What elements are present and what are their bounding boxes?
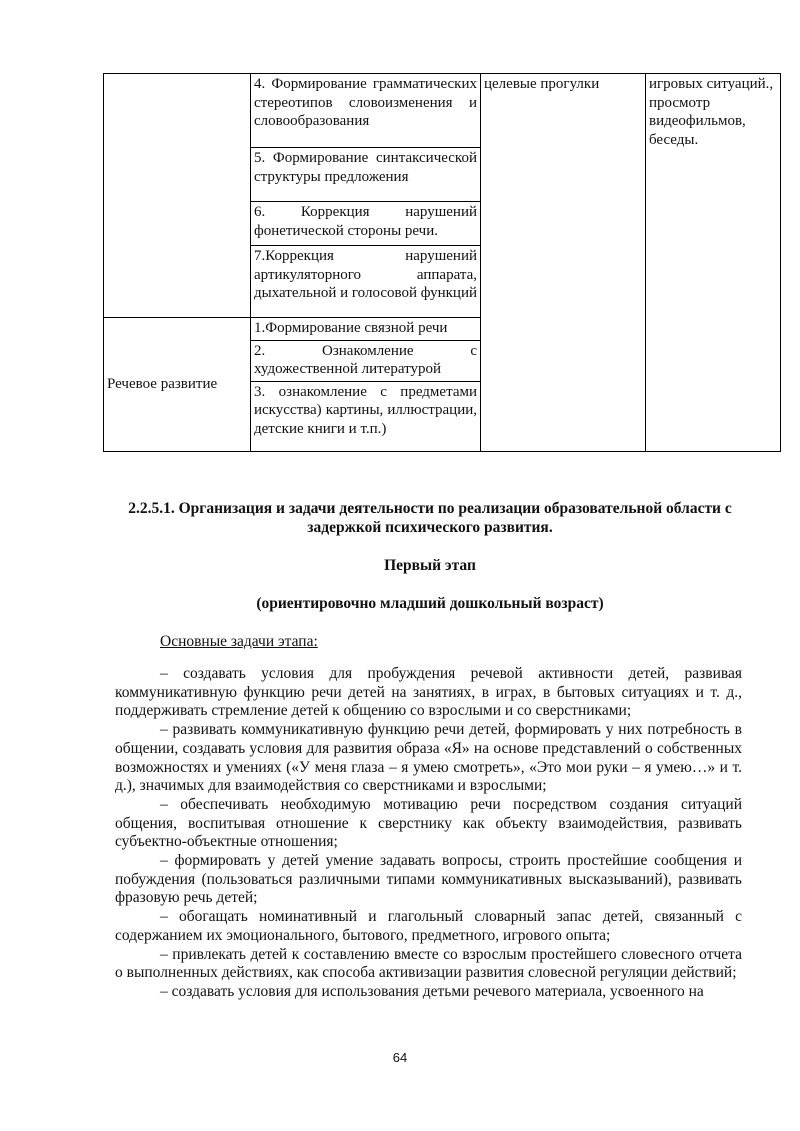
table-cell-forms: целевые прогулки [481,74,646,452]
tasks-list [115,665,742,1002]
task-item: – обеспечивать необходимую мотивацию речи посредством создания ситуаций общения, воспитывая отношение к сверстнику как объекту взаимодействия, развивать субъектно-объектные отношения; [115,795,742,851]
task-item: – привлекать детей к составлению вместе со взрослым простейшего словесного отчета о выполненных действиях, как способа активизации развития словесной регуляции действий; [115,945,742,982]
table-cell-task: 1.Формирование связной речи [251,318,481,341]
task-item: – создавать условия для использования детьми речевого материала, усвоенного на [160,982,704,1000]
task-item: – развивать коммуникативную функцию речи детей, формировать у них потребность в общении, создавать условия для развития образа «Я» на основе представлений о собственных возможностях и умениях («У меня глаза – я умею смотреть», «Это мои руки – я умею…» и т. д.), значимых для взаимодействия со сверстниками и взрослыми; [115,721,742,795]
page-number: 64 [392,1050,408,1065]
task-item: – обогащать номинативный и глагольный словарный запас детей, связанный с содержанием их эмоционального, бытового, предметного, игрового опыта; [115,908,742,944]
table-cell-area: Речевое развитие [104,318,251,452]
education-table [103,73,781,452]
table-cell-task: 6. Коррекция нарушений фонетической стороны речи. [251,202,481,246]
stage-age: (ориентировочно младший дошкольный возраст) [256,595,604,612]
table-cell-task: 4. Формирование грамматических стереотипов словоизменения и словообразования [251,74,481,148]
task-item: – формировать у детей умение задавать вопросы, строить простейшие сообщения и побуждения (пользоваться различными типами коммуникативных высказываний), развивать фразовую речь детей; [115,852,742,907]
task-item: – создавать условия для пробуждения речевой активности детей, развивая коммуникативную функцию речи детей на занятиях, в играх, в бытовых ситуациях и т. д., поддерживать стремление детей к общению со взрослыми и со сверстниками; [115,665,742,720]
stage-title: Первый этап [384,557,476,574]
table-cell-task: 7.Коррекция нарушений артикуляторного аппарата, дыхательной и голосовой функций [251,246,481,318]
table-cell-empty [104,74,251,318]
table-cell-task: 3. ознакомление с предметами искусства) картины, иллюстрации, детские книги и т.п.) [251,381,481,451]
table-row [104,74,781,148]
table-cell-methods: игровых ситуаций., просмотр видеофильмов, беседы. [646,74,781,452]
tasks-subtitle: Основные задачи этапа: [160,633,318,650]
section-heading: 2.2.5.1. Организация и задачи деятельности по реализации образовательной области с задержкой психического развития. [128,500,732,536]
table-cell-task: 2. Ознакомление с художественной литературой [251,340,481,381]
table-cell-task: 5. Формирование синтаксической структуры предложения [251,148,481,202]
